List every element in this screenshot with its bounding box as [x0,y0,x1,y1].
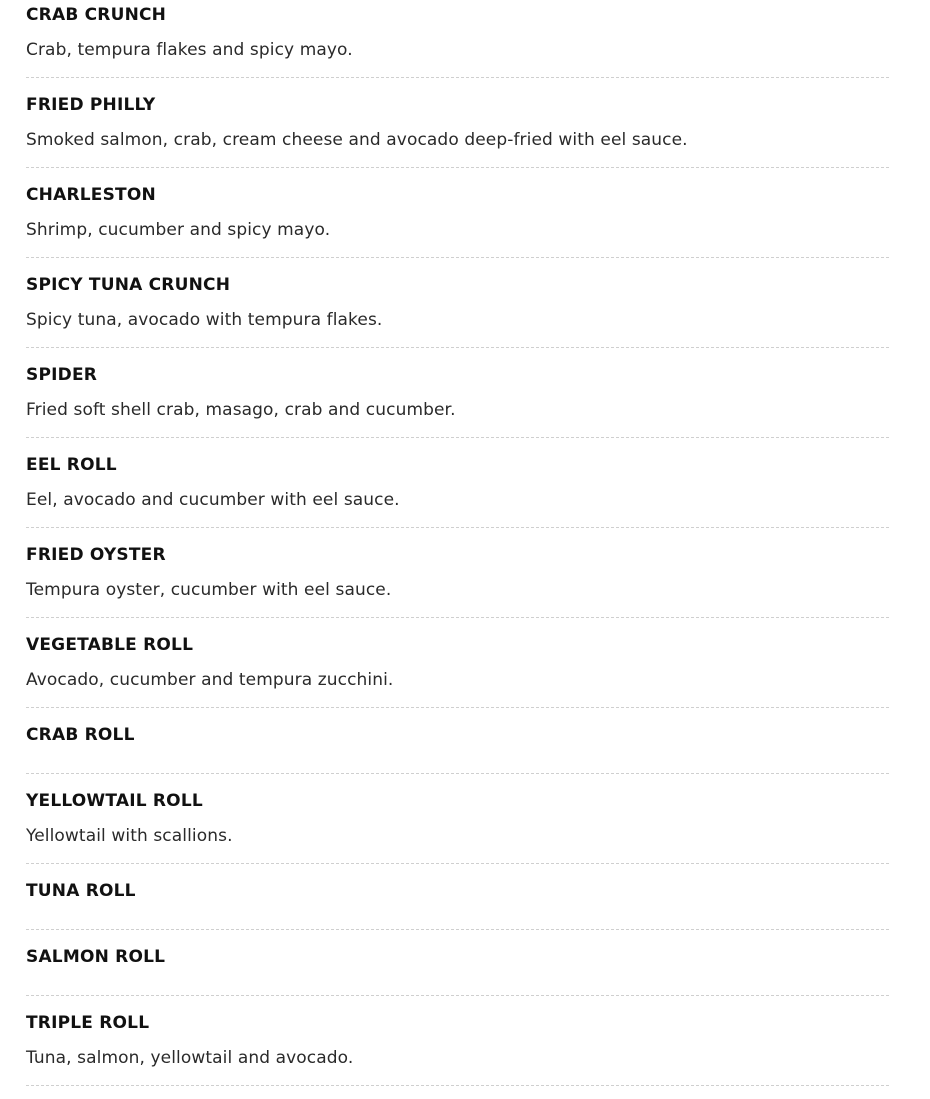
menu-item-description: Tuna, salmon, yellowtail and avocado. [26,1048,354,1068]
menu-item-description: Yellowtail with scallions. [26,826,233,846]
menu-item-description: Tempura oyster, cucumber with eel sauce. [26,580,392,600]
menu-item [26,708,889,774]
menu-item [26,258,889,348]
menu-item-name: SPICY TUNA CRUNCH [26,275,231,295]
menu-item-name: CRAB ROLL [26,725,135,745]
menu-item [26,0,889,78]
menu-item-name: TRIPLE ROLL [26,1013,150,1033]
menu-item-description: Fried soft shell crab, masago, crab and cucumber. [26,400,456,420]
menu-item [26,168,889,258]
menu-item-description: Smoked salmon, crab, cream cheese and avocado deep-fried with eel sauce. [26,130,688,150]
menu-item-description: Eel, avocado and cucumber with eel sauce. [26,490,400,510]
menu-item-name: VEGETABLE ROLL [26,635,194,655]
menu-item [26,528,889,618]
menu-item-description: Shrimp, cucumber and spicy mayo. [26,220,331,240]
menu-item [26,996,889,1086]
menu-item-name: EEL ROLL [26,455,117,475]
menu-item-description: Spicy tuna, avocado with tempura flakes. [26,310,383,330]
menu-item-name: SPIDER [26,365,98,385]
menu-item-name: SALMON ROLL [26,947,166,967]
menu-item-name: TUNA ROLL [26,881,136,901]
menu-item [26,348,889,438]
menu-item [26,618,889,708]
menu-item [26,930,889,996]
menu-item-description: Avocado, cucumber and tempura zucchini. [26,670,394,690]
menu-item-name: YELLOWTAIL ROLL [26,791,203,811]
menu-item [26,78,889,168]
menu-item-name: CRAB CRUNCH [26,5,167,25]
menu-item [26,774,889,864]
menu-item-description: Crab, tempura flakes and spicy mayo. [26,40,353,60]
menu-item-name: FRIED OYSTER [26,545,166,565]
menu-item-name: FRIED PHILLY [26,95,156,115]
menu-item-name: CHARLESTON [26,185,156,205]
menu-item [26,438,889,528]
menu-item [26,864,889,930]
